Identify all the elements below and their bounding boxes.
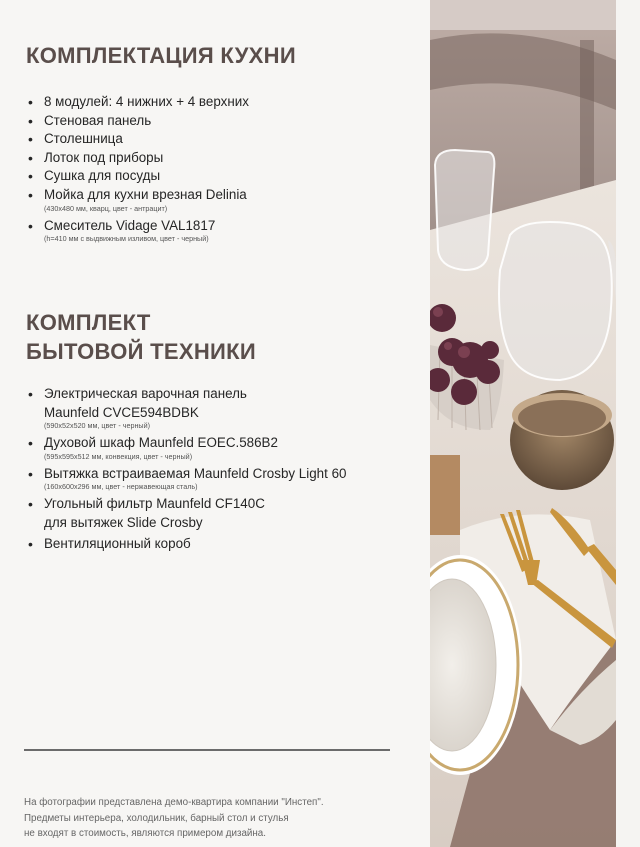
title-line-1: КОМПЛЕКТ [26,310,151,335]
section-title-kitchen: КОМПЛЕКТАЦИЯ КУХНИ [26,43,296,68]
item-note: (590x52x520 мм, цвет - черный) [44,421,151,431]
disclaimer-line-3: не входят в стоимость, являются примером дизайна. [24,828,266,840]
item-text-line-2: для вытяжек Slide Crosby [44,514,203,530]
list-item [26,93,249,112]
tableware-photo [430,0,616,847]
disclaimer-line-1: На фотографии представлена демо-квартира компании "Инстеп". [24,797,324,808]
page-edge [616,0,640,847]
item-text: • Лоток под приборы [44,149,164,165]
kitchen-contents-list [26,93,249,247]
list-item [26,434,346,462]
list-item [26,385,346,431]
item-note: (160x600x296 мм, цвет - нержавеющая сталь) [44,482,198,492]
item-text: • Мойка для кухни врезная Delinia [44,186,247,202]
item-text: • Вытяжка встраиваемая Maunfeld Crosby Light 60 [44,465,347,481]
item-text: • Духовой шкаф Maunfeld EOEC.586B2 [44,435,278,451]
item-note: (595x595x512 мм, конвекция, цвет - черный) [44,451,193,461]
list-item [26,217,249,245]
item-text: • Угольный фильтр Maunfeld CF140C [44,496,265,512]
tableware-illustration [430,0,616,847]
item-text: • Электрическая варочная панель [44,386,247,401]
disclaimer-line-2: Предметы интерьера, холодильник, барный стол и стулья [24,812,289,824]
title-line-2: БЫТОВОЙ ТЕХНИКИ [26,339,256,364]
appliances-list [26,385,346,555]
item-text-line-2: Maunfeld CVCE594BDBK [44,404,199,420]
list-item [26,112,249,131]
list-item [26,186,249,214]
section-title-appliances [26,308,256,366]
list-item [26,535,346,554]
divider [24,749,390,751]
item-text: • 8 модулей: 4 нижних + 4 верхних [44,94,249,109]
disclaimer [24,795,404,842]
list-item [26,130,249,149]
item-text: • Сушка для посуды [44,168,161,184]
list-item [26,167,249,186]
list-item [26,465,346,493]
item-text: • Смеситель Vidage VAL1817 [44,217,216,233]
item-text: • Столешница [44,131,123,147]
item-note: (430x480 мм, кварц, цвет - антрацит) [44,203,168,213]
item-text: • Вентиляционный короб [44,535,191,551]
list-item [26,495,346,532]
item-text: • Стеновая панель [44,112,152,128]
item-note: (h=410 мм с выдвижным изливом, цвет - черный) [44,234,209,244]
list-item [26,149,249,168]
